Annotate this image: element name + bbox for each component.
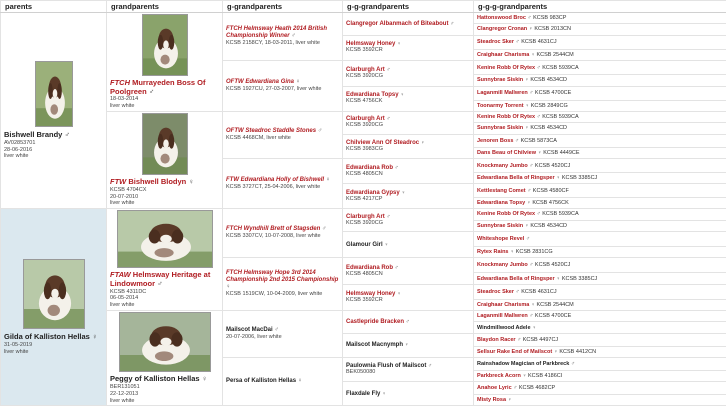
g-g-g-grandparent-name[interactable]: Misty Rosa <box>477 397 507 404</box>
g-g-g-grandparent-cell <box>474 209 726 220</box>
g-g-g-grandparent-cell <box>474 173 726 184</box>
g-g-grandparent-cell <box>343 382 474 406</box>
dog-photo <box>142 113 188 175</box>
g-g-g-grandparent-cell <box>474 35 726 49</box>
sex-symbol: ♀ <box>524 77 529 84</box>
sex-symbol: ♀ <box>325 176 331 183</box>
g-g-grandparent-cell <box>343 357 474 381</box>
sex-symbol: ♀ <box>401 189 406 196</box>
g-g-g-grandparent-name[interactable]: Kenine Robb Of Rytex <box>477 211 536 218</box>
grandparent-name[interactable] <box>110 375 219 384</box>
sex-symbol: ♀ <box>381 390 387 397</box>
pedigree-row <box>1 13 726 24</box>
g-g-g-grandparent-name[interactable]: Sunnybrae Siskin <box>477 125 524 132</box>
title-badge: FTCH <box>226 226 242 233</box>
g-g-g-grandparent-name[interactable]: Parkbreck Acorn <box>477 373 521 379</box>
g-g-g-grandparent-cell <box>474 112 726 123</box>
g-g-g-grandparent-name[interactable]: Kettlestang Comet <box>477 187 526 194</box>
g-g-g-grandparent-reg: KCSB 4534CD <box>530 222 568 229</box>
g-g-g-grandparent-cell <box>474 123 726 134</box>
dog-photo <box>119 312 211 372</box>
g-g-grandparent-name-text[interactable]: Edwardiana Gypsy <box>346 189 400 196</box>
g-g-grandparent-cell <box>343 209 474 232</box>
parent-name-text[interactable]: Bishwell Brandy <box>4 130 63 139</box>
parent-colour: liver white <box>4 153 29 160</box>
g-grandparent-name-text[interactable]: Helmsway Heath 2014 British Championship Winner <box>226 26 328 40</box>
g-g-g-grandparent-cell <box>474 311 726 322</box>
g-grandparent-cell <box>223 258 343 311</box>
g-g-grandparent-reg: KCSB 3920CG <box>346 122 383 129</box>
sex-symbol: ♀ <box>522 373 527 379</box>
g-grandparent-name-text[interactable]: Persa of Kalliston Hellas <box>226 378 297 385</box>
g-g-g-grandparent-cell <box>474 258 726 273</box>
g-grandparent-name-text[interactable]: Wyndhill Brett of Stagsden <box>243 226 321 233</box>
sex-symbol: ♂ <box>427 363 432 370</box>
sex-symbol: ♀ <box>384 241 389 248</box>
grandparent-dob: 22-12-2013 <box>110 390 139 397</box>
title-badge: FTAW <box>110 270 131 280</box>
sex-symbol: ♀ <box>528 26 533 33</box>
g-grandparent-name[interactable] <box>226 177 339 184</box>
g-grandparent-name-text[interactable]: Steadroc Staddle Stones <box>245 128 317 135</box>
sex-symbol: ♂ <box>515 288 520 295</box>
g-g-grandparent-reg: KCSB 3592CR <box>346 47 383 54</box>
sex-symbol: ♂ <box>536 114 541 121</box>
g-grandparent-info: KCSB 1519CW, 10-04-2009, liver white <box>226 291 323 298</box>
g-g-g-grandparent-name[interactable]: Kenine Robb Of Rytex <box>477 114 536 121</box>
sex-symbol: ♂ <box>274 327 279 334</box>
g-g-g-grandparent-name[interactable]: Rytex Rains <box>477 249 509 256</box>
g-g-g-grandparent-name[interactable]: Steadroc Sker <box>477 39 514 46</box>
g-g-grandparent-name-text[interactable]: Chilview Ann Of Steadroc <box>346 140 420 147</box>
g-g-g-grandparent-reg: KCSB 2013CN <box>534 26 571 33</box>
g-grandparent-name[interactable] <box>226 270 339 291</box>
header-row <box>1 1 726 13</box>
parent-cell <box>1 209 107 406</box>
g-g-grandparent-reg: KCSB 3983CG <box>346 146 383 153</box>
g-g-g-grandparent-reg: KCSB 4520CJ <box>534 162 571 169</box>
g-g-g-grandparent-cell <box>474 61 726 75</box>
g-g-g-grandparent-name[interactable]: Windmillwood Adele <box>477 324 531 331</box>
g-g-g-grandparent-reg: KCSB 5939CA <box>542 211 579 218</box>
g-g-grandparent-name[interactable] <box>346 319 470 325</box>
g-g-grandparent-cell <box>343 258 474 284</box>
g-g-g-grandparent-reg: KCSB 4580CF <box>532 187 569 194</box>
g-g-g-grandparent-cell <box>474 49 726 60</box>
g-g-g-grandparent-reg: KCSB 5939CA <box>542 114 579 121</box>
grandparent-dob: 20-07-2010 <box>110 193 139 200</box>
g-g-grandparent-name-text[interactable]: Clarburgh Art <box>346 116 385 123</box>
sex-symbol: ♀ <box>526 200 531 207</box>
g-g-grandparent-name-text[interactable]: Mailscot Macnymph <box>346 342 404 349</box>
pedigree-body <box>1 13 726 406</box>
g-grandparent-info: KCSB 3307CV, 10-07-2008, liver white <box>226 233 321 240</box>
sex-symbol: ♀ <box>404 342 409 349</box>
sex-symbol: ♀ <box>396 41 402 48</box>
g-g-grandparent-name-text[interactable]: Clarburgh Art <box>346 66 385 73</box>
sex-symbol: ♀ <box>537 150 542 157</box>
g-g-g-grandparent-name[interactable]: Craighaar Charisma <box>477 51 530 58</box>
sex-symbol: ♂ <box>321 226 327 233</box>
g-g-grandparent-name-text[interactable]: Clarburgh Art <box>346 213 385 220</box>
grandparent-name[interactable] <box>110 178 219 187</box>
sex-symbol: ♂ <box>529 262 534 269</box>
g-g-grandparent-reg: KCSB 3592CR <box>346 296 383 303</box>
g-grandparent-info: KCSB 3727CT, 25-04-2006, liver white <box>226 183 321 190</box>
sex-symbol: ♂ <box>517 336 522 343</box>
grandparent-dob: 18-03-2014 <box>110 96 139 103</box>
g-g-grandparent-name-text[interactable]: Flaxdale Fly <box>346 390 381 397</box>
sex-symbol: ♂ <box>394 264 399 271</box>
g-g-g-grandparent-reg: KCSB 983CP <box>533 15 567 22</box>
g-g-g-grandparent-cell <box>474 346 726 357</box>
sex-symbol: ♂ <box>527 15 532 22</box>
g-g-grandparent-cell <box>343 61 474 86</box>
g-g-g-grandparent-reg: KCSB 4756CK <box>532 200 569 207</box>
title-badge: FTCH <box>110 78 130 87</box>
g-g-grandparent-name[interactable] <box>346 21 470 27</box>
g-g-g-grandparent-name[interactable]: Blaydon Racer <box>477 336 516 343</box>
sex-symbol: ♀ <box>553 348 558 355</box>
g-g-g-grandparent-name[interactable]: Edwardiana Bella of Ringsper <box>477 275 555 282</box>
g-g-g-grandparent-cell <box>474 184 726 198</box>
g-g-g-grandparent-reg: KCSB 4520CJ <box>534 262 571 269</box>
g-grandparent-cell <box>223 13 343 61</box>
g-g-g-grandparent-cell <box>474 197 726 208</box>
sex-symbol: ♀ <box>226 284 231 291</box>
g-g-g-grandparent-cell <box>474 231 726 246</box>
g-g-g-grandparent-cell <box>474 75 726 86</box>
grandparent-colour: liver white <box>110 302 135 309</box>
sex-symbol: ♀ <box>556 175 561 182</box>
g-g-grandparent-name-text[interactable]: Helmsway Honey <box>346 290 396 297</box>
g-grandparent-cell <box>223 311 343 358</box>
sex-symbol: ♂ <box>291 33 296 40</box>
sex-symbol: ♂ <box>514 137 520 144</box>
g-g-grandparent-cell <box>343 13 474 36</box>
g-grandparent-info: KCSB 4468CM, liver white <box>226 135 291 142</box>
g-g-g-grandparent-cell <box>474 86 726 100</box>
g-g-g-grandparent-cell <box>474 357 726 370</box>
g-g-g-grandparent-name[interactable]: Laganmill Mallwren <box>477 90 528 97</box>
g-grandparent-name-text[interactable]: Edwardiana Gina <box>245 79 295 86</box>
grandparent-reg: BER131051 <box>110 383 140 390</box>
grandparent-dob: 06-05-2014 <box>110 295 139 302</box>
g-grandparent-info: KCSB 1927CU, 27-03-2007, liver white <box>226 86 322 93</box>
grandparent-name-text[interactable]: Helmsway Heritage at Lindowmoor <box>110 270 211 288</box>
parent-name[interactable] <box>4 333 103 342</box>
g-grandparent-cell <box>223 112 343 159</box>
sex-symbol: ♂ <box>317 128 323 135</box>
g-g-grandparent-name-text[interactable]: Glamour Girl <box>346 241 383 248</box>
g-g-grandparent-cell <box>343 333 474 357</box>
title-badge: FTCH <box>226 270 242 277</box>
g-g-grandparent-cell <box>343 311 474 334</box>
header-parents: parents <box>1 1 107 13</box>
pedigree-row <box>1 112 726 123</box>
sex-symbol: ♀ <box>297 378 303 385</box>
g-g-grandparent-reg: KCSB 4756CK <box>346 98 383 105</box>
title-badge: FTCH <box>226 26 242 33</box>
sex-symbol: ♀ <box>510 249 515 256</box>
g-grandparent-name[interactable] <box>226 128 339 135</box>
header-g-grandparents: g-grandparents <box>223 1 343 13</box>
g-g-g-grandparent-cell <box>474 13 726 24</box>
dog-photo <box>35 61 73 127</box>
g-g-grandparent-reg: KCSB 4805CN <box>346 170 383 177</box>
g-g-grandparent-cell <box>343 231 474 257</box>
g-grandparent-name[interactable] <box>226 26 339 40</box>
sex-symbol: ♂ <box>570 360 575 367</box>
g-g-grandparent-name-text[interactable]: Castlepride Bracken <box>346 318 405 325</box>
g-g-g-grandparent-cell <box>474 382 726 395</box>
sex-symbol: ♀ <box>420 140 425 147</box>
g-g-grandparent-name-text[interactable]: Helmsway Honey <box>346 41 396 48</box>
dog-photo <box>117 210 213 268</box>
g-g-g-grandparent-cell <box>474 134 726 148</box>
sex-symbol: ♂ <box>405 318 410 325</box>
g-g-grandparent-reg: KCSB 3920CG <box>346 72 383 79</box>
g-g-g-grandparent-reg: KCSB 3385CJ <box>561 275 598 282</box>
parent-colour: liver white <box>4 348 29 355</box>
g-g-g-grandparent-name[interactable]: Kenine Robb Of Rytex <box>477 64 536 71</box>
sex-symbol: ♂ <box>529 313 534 320</box>
g-g-g-grandparent-name[interactable]: Edwardiana Topsy <box>477 200 526 207</box>
sex-symbol: ♂ <box>529 90 534 97</box>
pedigree-row <box>1 209 726 220</box>
g-g-g-grandparent-reg: KCSB 4700CE <box>534 90 572 97</box>
sex-symbol: ♂ <box>525 235 531 242</box>
sex-symbol: ♂ <box>513 385 518 392</box>
g-g-g-grandparent-cell <box>474 246 726 257</box>
g-g-g-grandparent-cell <box>474 370 726 381</box>
g-g-g-grandparent-reg: KCSB 4497CJ <box>522 336 559 343</box>
g-g-g-grandparent-cell <box>474 299 726 310</box>
g-grandparent-name-text[interactable]: Edwardiana Holly of Bishwell <box>240 176 325 183</box>
pedigree-row <box>1 311 726 322</box>
g-g-g-grandparent-name[interactable]: Sellsur Rake End of Mailscot <box>477 348 553 355</box>
grandparent-cell <box>107 209 223 311</box>
grandparent-colour: liver white <box>110 103 135 110</box>
sex-symbol: ♂ <box>536 211 541 218</box>
g-g-grandparent-name-text[interactable]: Edwardiana Rob <box>346 164 394 171</box>
g-g-g-grandparent-name[interactable]: Steadroc Sker <box>477 288 514 295</box>
g-g-g-grandparent-cell <box>474 395 726 406</box>
g-g-g-grandparent-cell <box>474 100 726 111</box>
sex-symbol: ♀ <box>524 125 529 132</box>
g-grandparent-cell <box>223 61 343 112</box>
g-g-g-grandparent-reg: KCSB 2831CG <box>515 249 553 256</box>
header-g-g-g-grandparents: g-g-g-grandparents <box>474 1 726 13</box>
g-g-g-grandparent-cell <box>474 24 726 35</box>
g-g-g-grandparent-name[interactable]: Hattonswood Broc <box>477 15 526 22</box>
sex-symbol: ♂ <box>394 164 399 171</box>
header-grandparents: grandparents <box>107 1 223 13</box>
header-g-g-grandparents: g-g-grandparents <box>343 1 474 13</box>
parent-dob: 28-06-2016 <box>4 146 33 153</box>
grandparent-cell <box>107 311 223 406</box>
g-g-g-grandparent-name[interactable]: Whiteshope Revel <box>477 235 525 242</box>
g-g-g-grandparent-name[interactable]: Dans Beau of Chilview <box>477 150 536 157</box>
g-g-g-grandparent-reg: KCSB 4682CP <box>518 385 556 392</box>
g-g-g-grandparent-reg: KCSB 2544CM <box>536 51 574 58</box>
g-g-g-grandparent-reg: KCSB 4631CJ <box>521 288 557 295</box>
g-g-g-grandparent-name[interactable]: Knockmany Jumbo <box>477 262 528 269</box>
g-g-grandparent-name[interactable] <box>346 242 470 248</box>
grandparent-cell <box>107 112 223 209</box>
title-badge: OFTW <box>226 79 244 86</box>
grandparent-colour: liver white <box>110 397 135 404</box>
title-badge: FTW <box>110 177 127 186</box>
sex-symbol: ♂ <box>529 162 534 169</box>
grandparent-name[interactable] <box>110 271 219 288</box>
sex-symbol: ♂ <box>527 187 532 194</box>
g-g-g-grandparent-reg: KCSB 2849CG <box>530 102 568 109</box>
g-g-grandparent-name-text[interactable]: Edwardiana Topsy <box>346 92 399 99</box>
sex-symbol: ♀ <box>396 290 402 297</box>
g-g-grandparent-name[interactable] <box>346 342 470 348</box>
g-g-g-grandparent-reg: KCSB 5939CA <box>542 64 579 71</box>
g-g-grandparent-reg: KCSB 4805CN <box>346 270 383 277</box>
g-g-grandparent-reg: BEK050080 <box>346 369 376 376</box>
g-g-g-grandparent-reg: KCSB 2544CM <box>536 301 574 308</box>
g-grandparent-name[interactable] <box>226 226 339 233</box>
g-grandparent-cell <box>223 159 343 209</box>
grandparent-colour: liver white <box>110 200 135 207</box>
g-g-grandparent-cell <box>343 35 474 60</box>
g-g-g-grandparent-name[interactable]: Sunnybrae Siskin <box>477 222 524 229</box>
sex-symbol: ♂ <box>386 116 391 123</box>
g-grandparent-info: 20-07-2006, liver white <box>226 334 282 341</box>
sex-symbol: ♀ <box>556 275 561 282</box>
sex-symbol: ♂ <box>386 66 391 73</box>
title-badge: OFTW <box>226 128 244 135</box>
parent-reg: AV02853701 <box>4 139 36 146</box>
g-g-g-grandparent-reg: KCSB 4449CE <box>543 150 580 157</box>
sex-symbol: ♂ <box>386 213 391 220</box>
g-g-g-grandparent-name[interactable]: Sunnybrae Siskin <box>477 77 524 84</box>
g-grandparent-info: KCSB 2158CY, 18-03-2011, liver white <box>226 39 320 46</box>
g-grandparent-name-text[interactable]: Helmsway Hope 3rd 2014 Championship 2nd 2015 Championship <box>226 270 339 284</box>
grandparent-name-text[interactable]: Murrayeden Boss Of Poolgreen <box>110 78 206 96</box>
g-g-grandparent-reg: KCSB 3920CG <box>346 219 383 226</box>
g-g-g-grandparent-cell <box>474 220 726 231</box>
parent-name-text[interactable]: Gilda of Kalliston Hellas <box>4 332 90 342</box>
g-g-grandparent-name-text[interactable]: Paulownia Flush of Mailscot <box>346 363 427 370</box>
sex-symbol: ♂ <box>449 20 455 27</box>
sex-symbol: ♂ <box>536 64 541 71</box>
sex-symbol: ♀ <box>400 92 405 99</box>
g-g-g-grandparent-reg: KCSB 5873CA <box>520 137 557 144</box>
sex-symbol: ♂ <box>148 86 155 96</box>
parent-dob: 31-05-2019 <box>4 341 33 348</box>
g-grandparent-cell <box>223 209 343 258</box>
g-g-g-grandparent-name[interactable]: Jenoren Boss <box>477 137 514 144</box>
g-g-g-grandparent-cell <box>474 159 726 173</box>
sex-symbol: ♀ <box>91 332 98 342</box>
g-grandparent-cell <box>223 357 343 405</box>
sex-symbol: ♀ <box>524 222 529 229</box>
g-g-g-grandparent-cell <box>474 322 726 333</box>
sex-symbol: ♂ <box>64 130 71 139</box>
g-g-g-grandparent-name[interactable]: Toonarmy Torrent <box>477 102 524 109</box>
g-g-g-grandparent-cell <box>474 273 726 284</box>
g-g-g-grandparent-name[interactable]: Edwardiana Bella of Ringsper <box>477 175 555 182</box>
parent-name[interactable] <box>4 131 103 140</box>
g-g-grandparent-cell <box>343 284 474 310</box>
g-g-g-grandparent-reg: KCSB 3385CJ <box>561 175 598 182</box>
g-g-g-grandparent-cell <box>474 148 726 159</box>
sex-symbol: ♀ <box>201 374 208 384</box>
sex-symbol: ♂ <box>157 278 163 288</box>
g-g-grandparent-cell <box>343 159 474 184</box>
g-grandparent-name[interactable] <box>226 327 339 334</box>
sex-symbol: ♀ <box>530 51 535 58</box>
g-g-g-grandparent-cell <box>474 333 726 346</box>
g-g-g-grandparent-name[interactable]: Laganmill Mallwren <box>477 313 528 320</box>
grandparent-cell <box>107 13 223 112</box>
g-g-g-grandparent-name[interactable]: Craighaar Charisma <box>477 301 530 308</box>
grandparent-reg: KCSB 4704CX <box>110 186 147 193</box>
g-grandparent-name[interactable] <box>226 378 339 385</box>
parent-cell <box>1 13 107 209</box>
dog-photo <box>142 14 188 76</box>
g-g-grandparent-name[interactable] <box>346 391 470 397</box>
g-g-grandparent-cell <box>343 112 474 135</box>
sex-symbol: ♀ <box>188 177 194 186</box>
sex-symbol: ♀ <box>295 79 301 86</box>
grandparent-reg: KCSB 4311DC <box>110 288 147 295</box>
grandparent-name-text[interactable]: Peggy of Kalliston Hellas <box>110 374 200 384</box>
g-g-grandparent-reg: KCSB 4217CP <box>346 195 383 202</box>
g-grandparent-name-text[interactable]: Mailscot MacDai <box>226 327 273 334</box>
title-badge: FTW <box>226 176 239 183</box>
g-g-g-grandparent-name[interactable]: Knockmany Jumbo <box>477 162 528 169</box>
dog-photo <box>23 259 85 329</box>
g-g-g-grandparent-reg: KCSB 4534CD <box>530 77 568 84</box>
g-g-g-grandparent-cell <box>474 284 726 299</box>
grandparent-name[interactable] <box>110 79 219 96</box>
g-g-grandparent-cell <box>343 184 474 209</box>
g-g-grandparent-name-text[interactable]: Clangregor Albanmach of Biteabout <box>346 20 449 27</box>
g-g-grandparent-cell <box>343 134 474 159</box>
g-g-g-grandparent-reg: KCSB 4631CJ <box>521 39 557 46</box>
sex-symbol: ♂ <box>515 39 520 46</box>
g-g-grandparent-name-text[interactable]: Edwardiana Rob <box>346 264 394 271</box>
sex-symbol: ♀ <box>532 324 537 331</box>
g-grandparent-name[interactable] <box>226 79 339 86</box>
g-g-g-grandparent-reg: KCSB 4186CI <box>528 373 563 379</box>
sex-symbol: ♀ <box>525 102 530 109</box>
g-g-grandparent-cell <box>343 86 474 111</box>
g-g-g-grandparent-reg: KCSB 4412CN <box>559 348 597 355</box>
g-g-g-grandparent-name[interactable]: Rainshadow Magician of Parkbreck <box>477 360 570 367</box>
g-g-g-grandparent-name[interactable]: Anahoe Lyric <box>477 385 512 392</box>
g-g-g-grandparent-name[interactable]: Clangregor Cronan <box>477 26 528 33</box>
sex-symbol: ♀ <box>507 397 512 404</box>
g-g-g-grandparent-reg: KCSB 4700CE <box>534 313 572 320</box>
sex-symbol: ♀ <box>530 301 535 308</box>
grandparent-name-text[interactable]: Bishwell Blodyn <box>128 177 187 186</box>
g-g-g-grandparent-reg: KCSB 4534CD <box>530 125 568 132</box>
